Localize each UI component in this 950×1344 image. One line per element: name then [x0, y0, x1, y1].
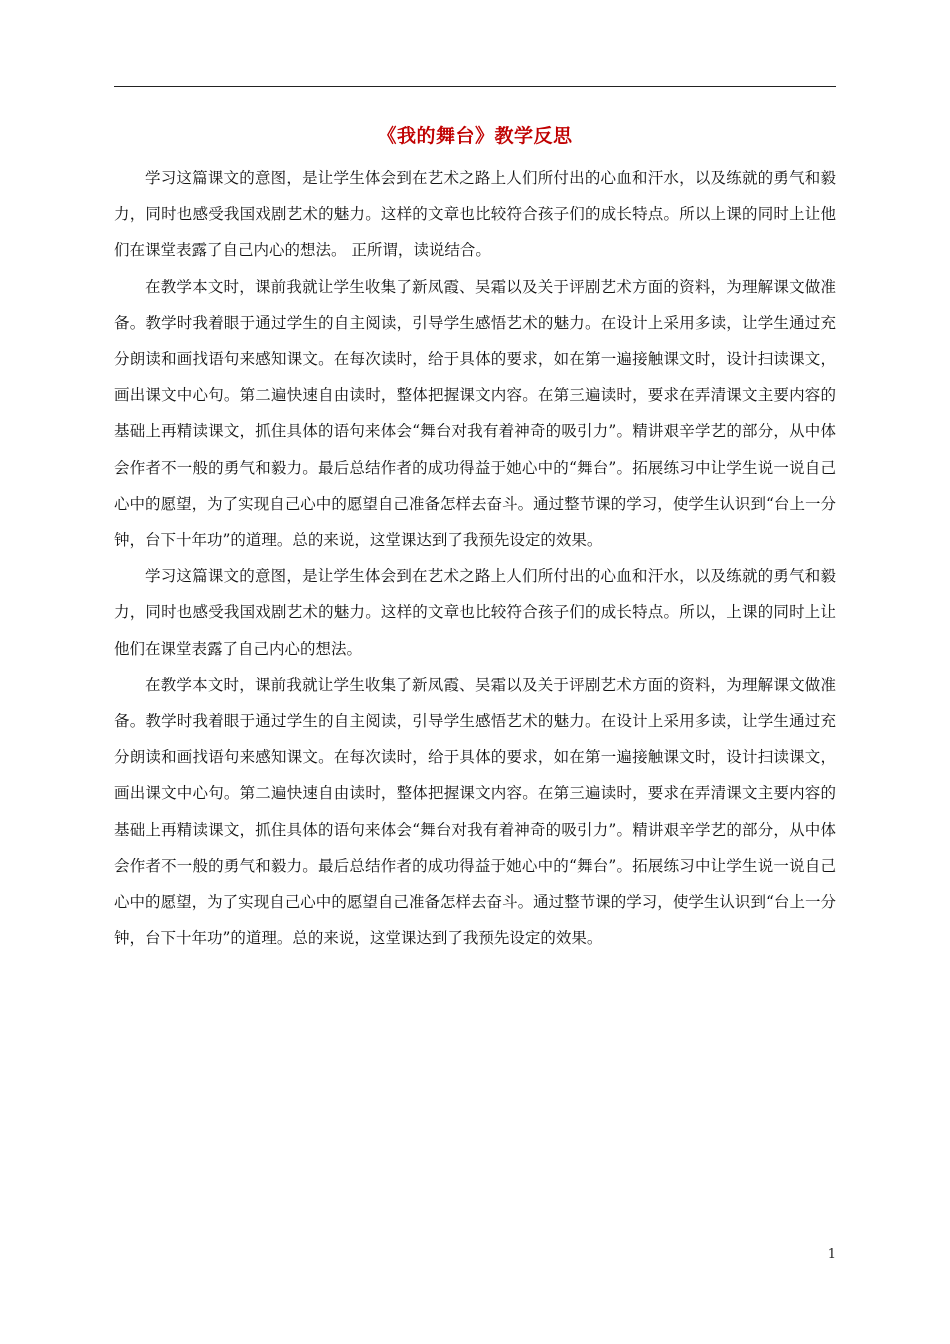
document-title: 《我的舞台》教学反思 [377, 125, 573, 147]
paragraph-1: 学习这篇课文的意图，是让学生体会到在艺术之路上人们所付出的心血和汗水，以及练就的勇气和毅力，同时也感受我国戏剧艺术的魅力。这样的文章也比较符合孩子们的成长特点。所以上课的同时上让他们在课堂表露了自己内心的想法。 正所谓，读说结合。 [114, 169, 836, 260]
paragraph-3: 学习这篇课文的意图，是让学生体会到在艺术之路上人们所付出的心血和汗水，以及练就的勇气和毅力，同时也感受我国戏剧艺术的魅力。这样的文章也比较符合孩子们的成长特点。所以，上课的同时上让他们在课堂表露了自己内心的想法。 [114, 567, 836, 658]
paragraph-2: 在教学本文时，课前我就让学生收集了新凤霞、吴霜以及关于评剧艺术方面的资料，为理解课文做准备。教学时我着眼于通过学生的自主阅读，引导学生感悟艺术的魅力。在设计上采用多读，让学生通过充分朗读和画找语句来感知课文。在每次读时，给于具体的要求，如在第一遍接触课文时，设计扫读课文，画出课文中心句。第二遍快速自由读时，整体把握课文内容。在第三遍读时，要求在弄清课文主要内容的基础上再精读课文，抓住具体的语句来体会“舞台对我有着神奇的吸引力”。精讲艰辛学艺的部分，从中体会作者不一般的勇气和毅力。最后总结作者的成功得益于她心中的“舞台”。拓展练习中让学生说一说自己心中的愿望，为了实现自己心中的愿望自己准备怎样去奋斗。通过整节课的学习，使学生认识到“台上一分钟，台下十年功”的道理。总的来说，这堂课达到了我预先设定的效果。 [114, 277, 836, 550]
document-body [114, 160, 836, 956]
paragraph-4: 在教学本文时，课前我就让学生收集了新凤霞、吴霜以及关于评剧艺术方面的资料，为理解课文做准备。教学时我着眼于通过学生的自主阅读，引导学生感悟艺术的魅力。在设计上采用多读，让学生通过充分朗读和画找语句来感知课文。在每次读时，给于具体的要求，如在第一遍接触课文时，设计扫读课文，画出课文中心句。第二遍快速自由读时，整体把握课文内容。在第三遍读时，要求在弄清课文主要内容的基础上再精读课文，抓住具体的语句来体会“舞台对我有着神奇的吸引力”。精讲艰辛学艺的部分，从中体会作者不一般的勇气和毅力。最后总结作者的成功得益于她心中的“舞台”。拓展练习中让学生说一说自己心中的愿望，为了实现自己心中的愿望自己准备怎样去奋斗。通过整节课的学习，使学生认识到“台上一分钟，台下十年功”的道理。总的来说，这堂课达到了我预先设定的效果。 [114, 675, 836, 948]
page-number: 1 [827, 1247, 836, 1262]
header-rule [114, 86, 836, 87]
